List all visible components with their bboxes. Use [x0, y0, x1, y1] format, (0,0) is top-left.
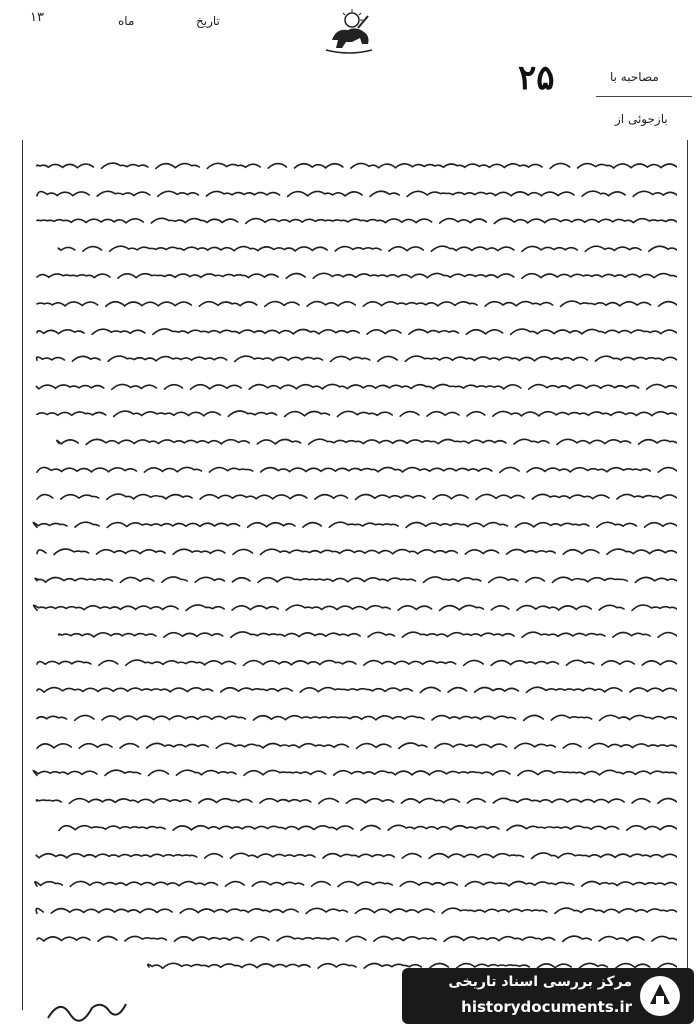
handwritten-line [31, 516, 677, 534]
interviewer-label: بازجوئی از [615, 112, 668, 126]
handwritten-line [31, 295, 677, 313]
handwritten-line [31, 764, 677, 782]
handwritten-line [31, 323, 677, 341]
handwritten-line [31, 902, 677, 920]
handwritten-line [31, 543, 677, 561]
date-label: تاریخ [196, 14, 220, 28]
handwritten-line [31, 847, 677, 865]
page-number: ۱۳ [30, 10, 44, 25]
handwritten-line [53, 819, 677, 837]
handwritten-line [31, 405, 677, 423]
handwritten-page-number: ۲۵ [518, 58, 555, 98]
handwritten-line [31, 571, 677, 589]
handwritten-line [31, 378, 677, 396]
handwritten-line [31, 350, 677, 368]
handwritten-line [31, 599, 677, 617]
lion-and-sun-emblem-icon [322, 6, 376, 54]
handwritten-line [31, 875, 677, 893]
archive-url: historydocuments.ir [461, 998, 632, 1016]
handwritten-line [31, 185, 677, 203]
header-rule [596, 96, 692, 97]
handwritten-line [53, 240, 677, 258]
interview-with-label: مصاحبه با [610, 70, 659, 84]
handwritten-line [53, 626, 677, 644]
handwritten-line [31, 737, 677, 755]
handwritten-line [31, 681, 677, 699]
handwritten-body [22, 140, 688, 1010]
signature-scribble [40, 990, 130, 1026]
archive-logo-icon [638, 974, 682, 1018]
handwritten-line [31, 157, 677, 175]
handwritten-line [31, 488, 677, 506]
handwritten-line [31, 212, 677, 230]
month-label: ماه [118, 14, 135, 28]
handwritten-line [31, 267, 677, 285]
handwritten-line [31, 709, 677, 727]
handwritten-line [31, 461, 677, 479]
handwritten-line [31, 930, 677, 948]
handwritten-line [53, 433, 677, 451]
handwritten-line [31, 792, 677, 810]
archive-watermark [402, 968, 694, 1024]
archive-name: مرکز بررسی اسناد تاریخی [448, 974, 632, 990]
handwritten-line [31, 654, 677, 672]
